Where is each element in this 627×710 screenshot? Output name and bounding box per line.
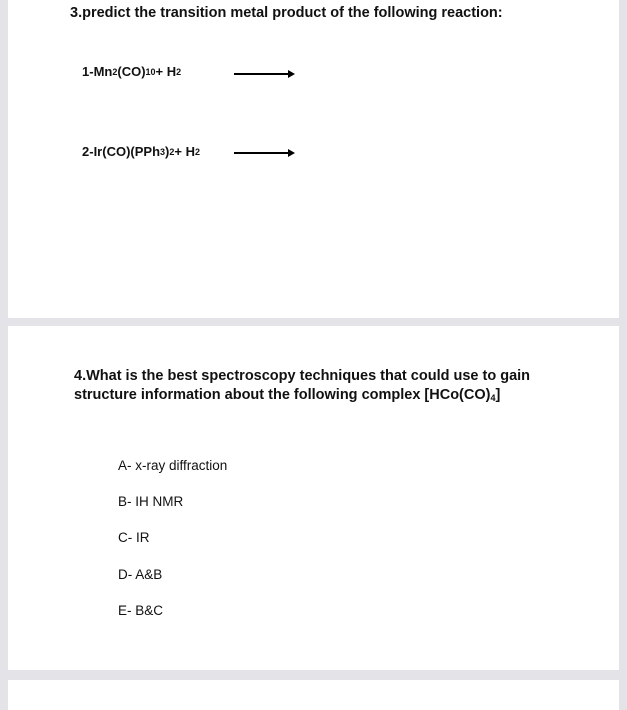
question-4-title-line-1: 4.What is the best spectroscopy techniques that could use to gain	[74, 368, 531, 384]
reaction-1-sub-2: 10	[145, 66, 156, 77]
reaction-1-sub-3: 2	[176, 66, 182, 77]
reaction-2	[82, 144, 200, 159]
question-4-bracket: ]	[495, 387, 501, 403]
reaction-1-ligand: (CO)	[117, 64, 146, 79]
option-c[interactable]: C- IR	[118, 530, 150, 545]
reaction-2-complex: Ir(CO)(PPh	[93, 144, 161, 159]
question-4-card	[8, 326, 619, 670]
reaction-1-number: 1-	[82, 64, 94, 79]
reaction-2-sub-2: 2	[169, 146, 175, 157]
reaction-1-reagent: + H	[155, 64, 177, 79]
question-4-title-line-2: structure information about the following complex [HCo(CO)	[74, 387, 491, 403]
reaction-2-sub-1: 3	[160, 146, 166, 157]
question-4-subscript: 4	[490, 393, 496, 403]
option-d[interactable]: D- A&B	[118, 567, 163, 582]
reaction-2-close: )	[165, 144, 170, 159]
reaction-1-metal: Mn	[93, 64, 113, 79]
reaction-1-arrow-icon	[234, 73, 292, 75]
reaction-1	[82, 64, 181, 79]
reaction-2-number: 2-	[82, 144, 94, 159]
option-a[interactable]: A- x-ray diffraction	[118, 458, 228, 473]
reaction-2-reagent: + H	[174, 144, 195, 159]
reaction-2-sub-3: 2	[194, 146, 200, 157]
reaction-2-arrow-icon	[234, 152, 292, 154]
next-card	[8, 680, 619, 710]
question-3-card	[8, 0, 619, 318]
reaction-1-sub-1: 2	[112, 66, 118, 77]
question-3-title: 3.predict the transition metal product of the following reaction:	[70, 5, 503, 21]
question-4-title	[74, 367, 544, 408]
option-e[interactable]: E- B&C	[118, 603, 164, 618]
option-b[interactable]: B- IH NMR	[118, 494, 184, 509]
